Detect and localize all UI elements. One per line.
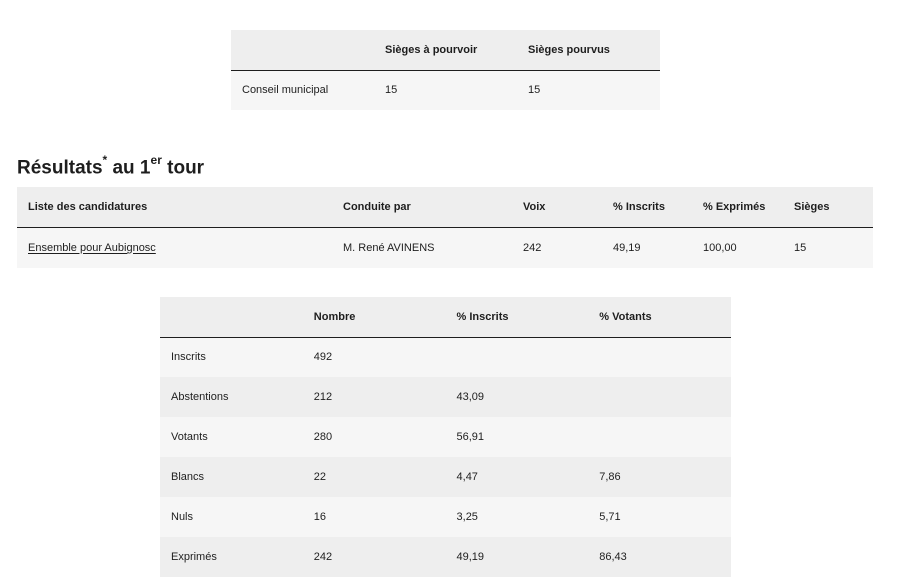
row-number: 212 [313,391,333,403]
participation-header-number: Nombre [313,310,356,323]
seats-table [231,30,660,110]
results-heading [17,148,204,182]
results-heading-ordinal: er [150,153,162,167]
seats-row-filled: 15 [528,84,541,97]
row-pct-voters [588,337,731,377]
row-number: 492 [313,351,333,364]
seats-header-to-fill: Sièges à pourvoir [385,43,478,56]
participation-row-blank [160,457,731,497]
row-pct-voters: 86,43 [599,551,627,563]
candidates-row [17,227,873,268]
row-pct-registered: 43,09 [456,391,485,403]
row-pct-registered [446,337,589,377]
candidates-header-row [17,187,873,227]
row-pct-registered: 56,91 [456,431,485,443]
seats-header-empty [231,30,374,70]
row-pct-voters: 5,71 [599,511,621,523]
candidate-pct-expressed: 100,00 [703,241,737,254]
candidates-table [17,187,873,268]
row-pct-voters [588,417,731,457]
row-label: Votants [171,431,208,443]
candidates-header-pct-expressed: % Exprimés [703,200,766,213]
candidates-header-seats: Sièges [794,200,830,213]
candidates-header-leader: Conduite par [343,200,411,213]
seats-row-label: Conseil municipal [242,84,329,97]
participation-row-abstentions [160,377,731,417]
row-pct-registered: 4,47 [456,471,478,483]
row-number: 16 [313,511,327,523]
seats-row-to-fill: 15 [385,84,398,97]
row-number: 22 [313,471,327,483]
participation-row-expressed [160,537,731,577]
candidates-header-list: Liste des candidatures [28,200,148,213]
row-pct-registered: 3,25 [456,511,478,523]
candidate-votes: 242 [523,241,542,254]
participation-header-empty [160,297,303,337]
candidates-header-votes: Voix [523,200,546,213]
row-pct-voters: 7,86 [599,471,621,483]
candidate-list-link[interactable]: Ensemble pour Aubignosc [28,241,156,254]
candidates-header-pct-registered: % Inscrits [613,200,665,213]
participation-table [160,297,731,577]
participation-row-registered [160,337,731,377]
results-heading-prefix: Résultats [17,157,103,179]
candidate-leader: M. René AVINENS [343,241,435,254]
participation-header-pct-registered: % Inscrits [456,310,509,323]
participation-row-null [160,497,731,537]
row-label: Abstentions [171,391,229,403]
row-label: Nuls [171,511,194,523]
candidate-pct-registered: 49,19 [613,241,641,254]
seats-header-filled: Sièges pourvus [528,43,610,56]
row-pct-voters [588,377,731,417]
seats-row [231,70,660,110]
row-label: Inscrits [171,351,206,364]
row-label: Exprimés [171,551,217,563]
participation-header-pct-voters: % Votants [599,310,652,323]
results-heading-asterisk: * [102,153,108,167]
seats-header-row [231,30,660,70]
row-pct-registered: 49,19 [456,551,485,563]
row-number: 242 [313,551,333,563]
candidate-seats: 15 [794,241,807,254]
participation-header-row [160,297,731,337]
row-number: 280 [313,431,333,443]
row-label: Blancs [171,471,205,483]
results-heading-middle: au 1 [107,157,151,179]
participation-row-voters [160,417,731,457]
candidate-list-cell [17,227,332,268]
results-heading-suffix: tour [161,157,205,179]
